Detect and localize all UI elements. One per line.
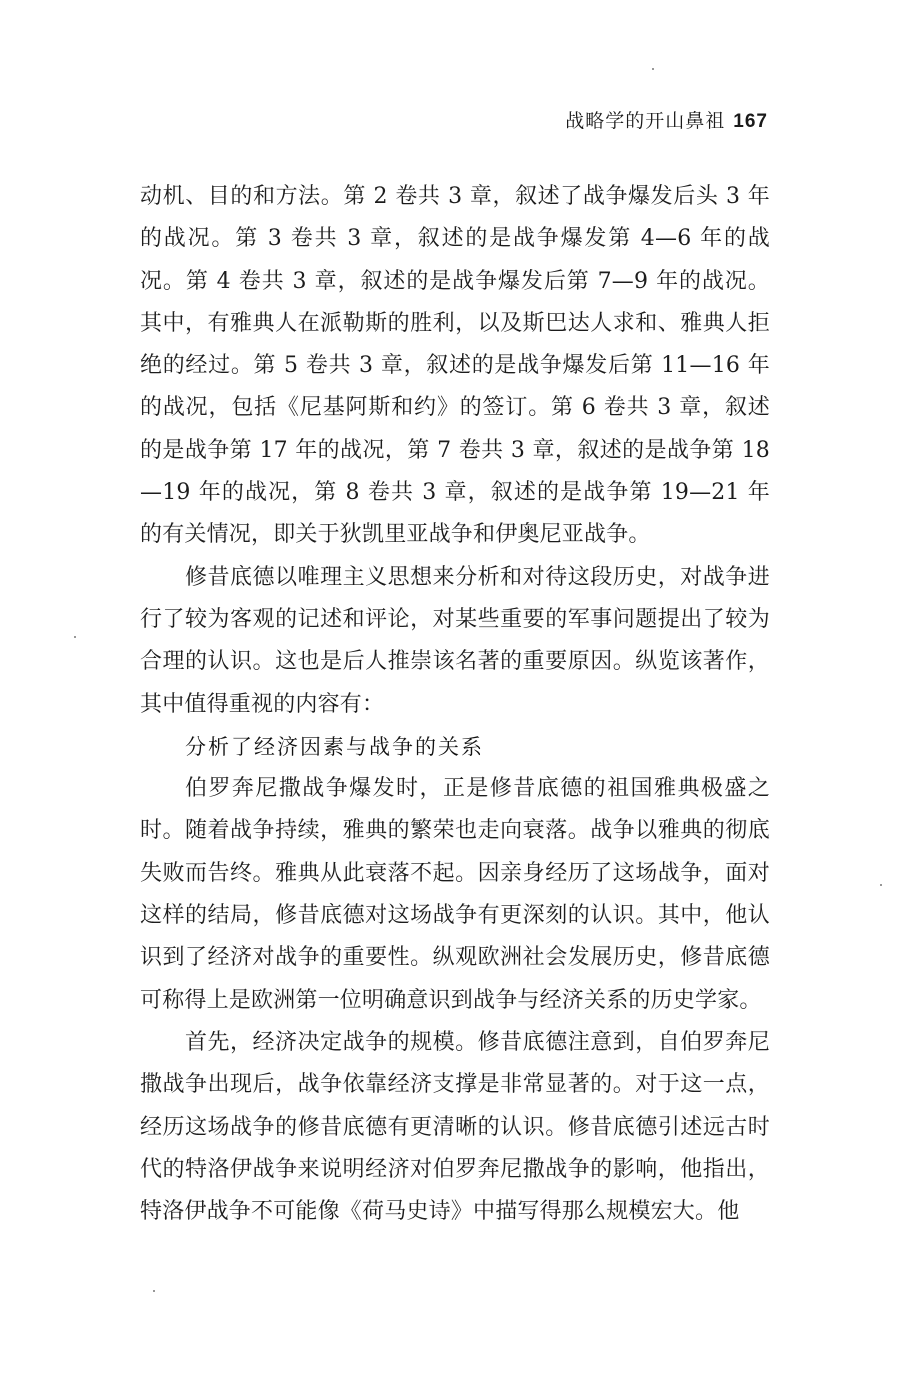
body-text [140, 176, 770, 1233]
paragraph-rationalist-analysis: 修昔底德以唯理主义思想来分析和对待这段历史，对战争进行了较为客观的记述和评论，对某些重要的军事问题提出了较为合理的认识。这也是后人推崇该名著的重要原因。纵览该著作，其中值得重视的内容有： [140, 564, 770, 717]
paragraph-volume-summary: 动机、目的和方法。第 2 卷共 3 章，叙述了战争爆发后头 3 年的战况。第 3 卷共 3 章，叙述的是战争爆发第 4—6 年的战况。第 4 卷共 3 章，叙述的是战争爆发后第 7—9 年的战况。其中，有雅典人在派勒斯的胜利，以及斯巴达人求和、雅典人拒绝的经过。第 5 卷共 3 章，叙述的是战争爆发后第 11—16 年的战况，包括《尼基阿斯和约》的签订。第 6 卷共 3 章，叙述的是战争第 17 年的战况，第 7 卷共 3 章，叙述的是战争第 18—19 年的战况，第 8 卷共 3 章，叙述的是战争第 19—21 年的有关情况，即关于狄凯里亚战争和伊奥尼亚战争。 [140, 184, 770, 548]
running-header [565, 106, 768, 133]
scan-speck [880, 884, 882, 886]
section-subheading: 分析了经济因素与战争的关系 [185, 734, 484, 759]
scan-speck [74, 636, 76, 638]
page-number: 167 [733, 111, 768, 132]
running-header-title: 战略学的开山鼻祖 [565, 110, 726, 132]
scan-speck [153, 1290, 155, 1292]
scan-speck [652, 68, 654, 70]
paragraph-economy-scale: 首先，经济决定战争的规模。修昔底德注意到，自伯罗奔尼撒战争出现后，战争依靠经济支撑是非常显著的。对于这一点，经历这场战争的修昔底德有更清晰的认识。修昔底德引述远古时代的特洛伊战争来说明经济对伯罗奔尼撒战争的影响，他指出，特洛伊战争不可能像《荷马史诗》中描写得那么规模宏大。他 [140, 1029, 770, 1225]
paragraph-athens-decline: 伯罗奔尼撒战争爆发时，正是修昔底德的祖国雅典极盛之时。随着战争持续，雅典的繁荣也走向衰落。战争以雅典的彻底失败而告终。雅典从此衰落不起。因亲身经历了这场战争，面对这样的结局，修昔底德对这场战争有更深刻的认识。其中，他认识到了经济对战争的重要性。纵观欧洲社会发展历史，修昔底德可称得上是欧洲第一位明确意识到战争与经济关系的历史学家。 [140, 776, 770, 1013]
